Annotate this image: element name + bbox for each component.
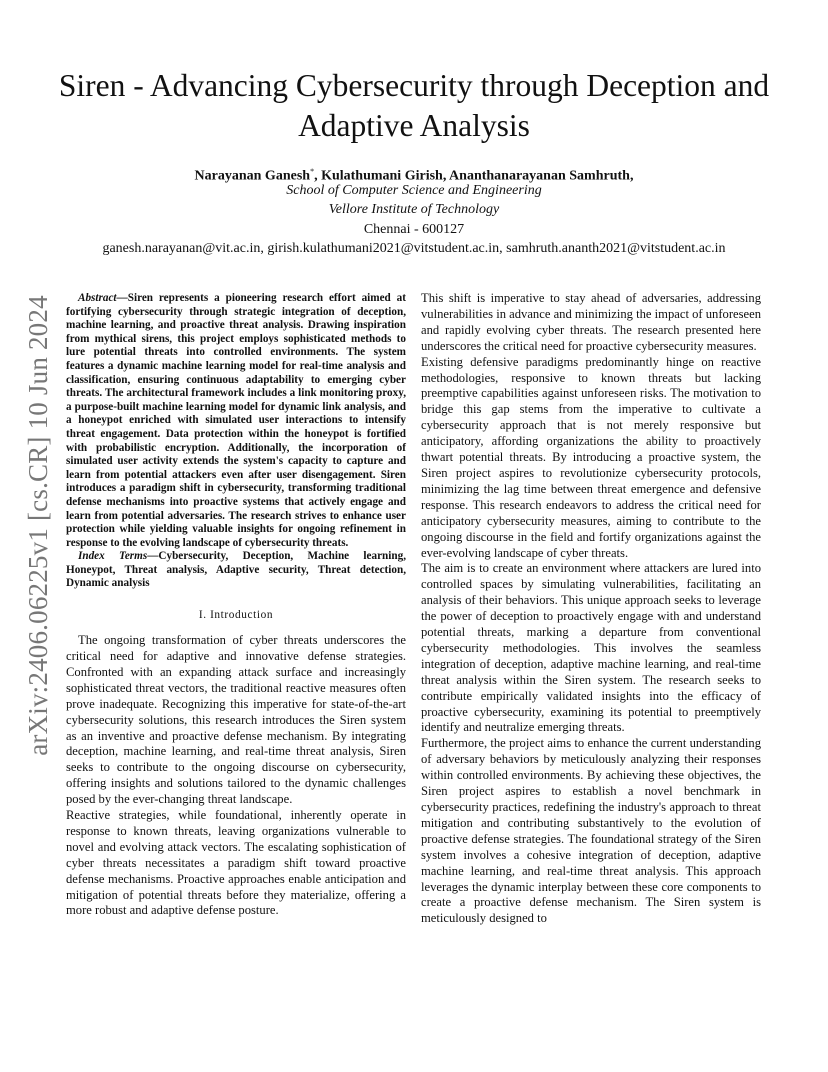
index-terms-text: —Cybersecurity, Deception, Machine learning, Honeypot, Threat analysis, Adaptive security, Threat detection, Dynamic analysis (66, 550, 406, 590)
affiliation-block (40, 181, 788, 258)
affiliation-institute: Vellore Institute of Technology (328, 202, 500, 218)
paper-title: Siren - Advancing Cybersecurity through Deception and Adaptive Analysis (58, 68, 770, 143)
arxiv-identifier-text: arXiv:2406.06225v1 [cs.CR] 10 Jun 2024 (22, 294, 53, 756)
abstract-text: —Siren represents a pioneering research effort aimed at fortifying cybersecurity through strategic integration of deception, machine learning, and proactive threat analysis. Drawing inspiration from mythical sirens, this project employs sophisticated methods to lure potential threats into controlled environments. The system features a dynamic machine learning model for real-time analysis and classification, ensuring continuous adaptability to emerging cyber threats. The architectural framework includes a link monitoring proxy, a purpose-built machine learning model for dynamic link analysis, and a honeypot enriched with simulated user interactions to intensify threat engagement. Data protection within the honeypot is fortified with probabilistic encryption. Additionally, the incorporation of simulated user activity extends the system's capacity to capture and learn from potential attackers even after user disengagement. Siren introduces a paradigm shift in cybersecurity, transforming traditional defense mechanisms into proactive systems that actively engage and learn from potential adversaries. The research strives to enhance user protection while yielding valuable insights for ongoing refinement in response to the evolving landscape of cybersecurity threats. (66, 292, 406, 549)
body-paragraph: The ongoing transformation of cyber threats underscores the critical need for adaptive and innovative defense strategies. Confronted with an expanding attack surface and increasingly sophisticated threat vectors, the traditional reactive measures often prove inadequate. Recognizing this imperative for state-of-the-art cybersecurity solutions, this research introduces the Siren system as an inventive and proactive defense mechanism. By integrating deception, machine learning, and real-time threat analysis, Siren seeks to contribute to the ongoing discourse on cybersecurity, offering insights and solutions tailored to the dynamic challenges posed by the ever-changing threat landscape. (66, 633, 406, 807)
author-2: , Kulathumani Girish (314, 168, 443, 184)
author-list-trailing-comma: , (629, 168, 634, 184)
index-terms-label: Index Terms (78, 550, 148, 563)
body-paragraph: Existing defensive paradigms predominantly hinge on reactive methodologies, responsive to known threats but lacking preemptive capabilities against unforeseen risks. The motivation to bridge this gap stems from the imperative to cultivate a cybersecurity approach that is not merely responsive but anticipatory, affording organizations the ability to proactively thwart potential threats. By introducing a proactive system, the Siren project aspires to revolutionize cybersecurity protocols, minimizing the lag time between threat emergence and defensive response. This research endeavors to address the critical need for anticipatory cybersecurity measures, aiming to contribute to the ongoing discourse in the field and fortify organizations against the ever-evolving landscape of cyber threats. (421, 354, 761, 560)
body-paragraph: This shift is imperative to stay ahead of adversaries, addressing vulnerabilities in advance and minimizing the impact of unforeseen and rapidly evolving cyber threats. The research presented here underscores the critical need for proactive cybersecurity measures. (421, 291, 761, 353)
arxiv-identifier (18, 290, 58, 760)
body-paragraph: The aim is to create an environment where attackers are lured into controlled spaces by simulating vulnerabilities, facilitating an analysis of their behaviors. This unique approach seeks to leverage the power of deception to proactively engage with and understand potential threats, marking a departure from conventional cybersecurity methodologies. This involves the seamless integration of deception, adaptive machine learning, and real-time threat analysis within the Siren system. The research seeks to contribute empirically validated insights into the efficacy of proactive cybersecurity, examining its potential to preemptively identify and neutralize emerging threats. (421, 561, 761, 735)
body-paragraph: Furthermore, the project aims to enhance the current understanding of adversary behaviors by meticulously analyzing their responses within controlled environments. By achieving these objectives, the Siren project aspires to establish a novel benchmark in cybersecurity practices, redefining the industry's approach to threat mitigation and contributing substantively to the evolution of proactive defense strategies. The foundational strategy of the Siren system involves a cohesive integration of deception, adaptive machine learning, and real-time threat analysis. This approach leverages the dynamic interplay between these core components to create a proactive defense mechanism. The Siren system is meticulously designed to (421, 736, 761, 926)
right-column (421, 291, 761, 927)
body-paragraph: Reactive strategies, while foundational, inherently operate in response to known threats, leaving organizations vulnerable to novel and evolving attack vectors. The escalating sophistication of cyber threats necessitates a paradigm shift toward proactive defense mechanisms. Proactive approaches enable anticipation and mitigation of potential threats before they materialize, offering a more robust and adaptive defense posture. (66, 808, 406, 918)
section-heading-introduction: I. Introduction (198, 609, 274, 622)
author-emails: ganesh.narayanan@vit.ac.in, girish.kulathumani2021@vitstudent.ac.in, samhruth.ananth2021@vitstudent.ac.in (102, 240, 726, 256)
affiliation-school: School of Computer Science and Engineering (286, 183, 542, 198)
author-1: Narayanan Ganesh (194, 168, 311, 184)
abstract (66, 292, 406, 550)
affiliation-city: Chennai - 600127 (363, 221, 465, 237)
index-terms (66, 550, 406, 591)
corresponding-author-mark: * (310, 167, 315, 176)
left-column (66, 292, 406, 919)
author-3: , Ananthanarayanan Samhruth (442, 168, 630, 184)
abstract-label: Abstract (78, 292, 117, 304)
